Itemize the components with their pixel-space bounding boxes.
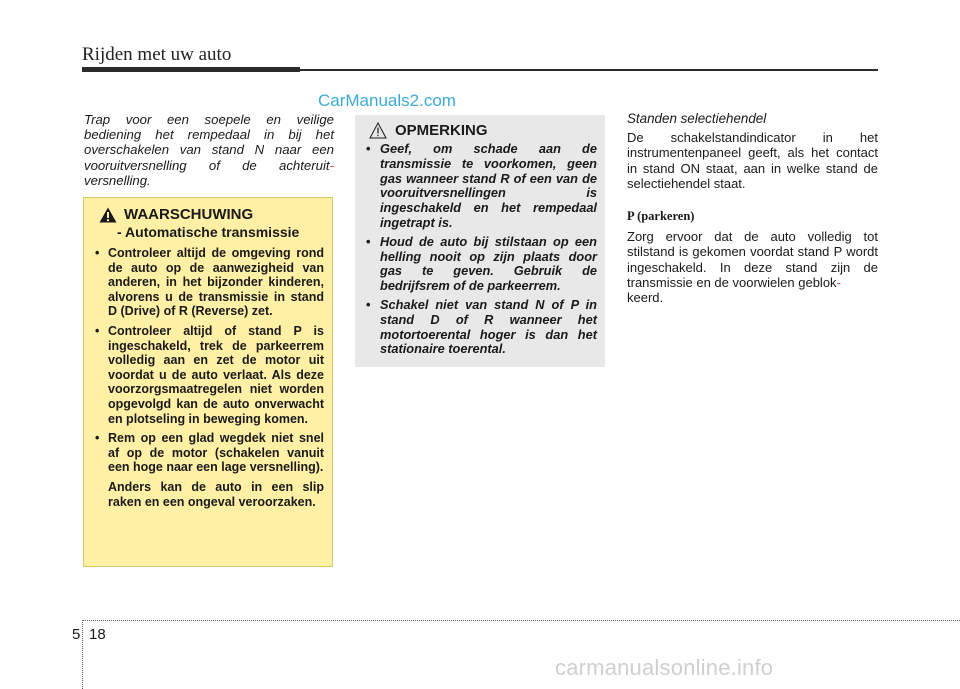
header-rule-thin <box>300 69 878 71</box>
warning-subtitle: - Automatische transmissie <box>117 224 300 240</box>
page-number: 18 <box>89 626 106 643</box>
caution-triangle-icon <box>369 122 387 139</box>
note-box <box>355 115 605 367</box>
park-hyphen: - <box>836 275 841 291</box>
note-title: OPMERKING <box>395 122 488 139</box>
right-column <box>627 111 878 306</box>
intro-paragraph <box>84 112 334 188</box>
intro-hyphen: - <box>329 157 334 173</box>
selector-description: De schakelstandindicator in het instrumentenpaneel geeft, als het contact in stand ON staat, aan in welke stand de selectiehendel staat. <box>627 130 878 191</box>
park-text: Zorg ervoor dat de auto volledig tot stilstand is gekomen voordat stand P wordt ingeschakeld. In deze stand zijn de transmissie en de voorwielen geblok <box>627 229 878 291</box>
footer-vertical-rule <box>82 620 84 689</box>
intro-text: Trap voor een soepele en veilige bediening het rempedaal in bij het overschakelen van stand N naar een vooruitversnelling of de achteruit <box>84 112 334 173</box>
note-list <box>364 142 597 357</box>
note-header <box>369 122 597 139</box>
warning-extra: Anders kan de auto in een slip raken en een ongeval veroorzaken. <box>108 479 324 509</box>
note-item: • Geef, om schade aan de transmissie te voorkomen, geen gas wanneer stand R of een van de vooruitversnellingen is ingeschakeld en het rempedaal ingetrapt is. <box>364 142 597 231</box>
warning-item: • Controleer altijd of stand P is ingeschakeld, trek de parkeerrem volledig aan en zet de motor uit voordat u de auto verlaat. Als deze voorzorgsmaatregelen niet worden opgevolgd kan de auto onverwacht en plotseling in beweging komen. <box>93 324 324 426</box>
chapter-number: 5 <box>72 626 81 643</box>
park-text-end: keerd. <box>627 290 664 306</box>
warning-box <box>83 197 333 567</box>
header-rule-thick <box>82 67 300 72</box>
park-subheading: P (parkeren) <box>627 209 695 224</box>
note-item: • Houd de auto bij stilstaan op een helling nooit op zijn plaats door gas te geven. Gebruik de bedrijfsrem of de parkeerrem. <box>364 235 597 294</box>
footer-rule <box>82 620 960 621</box>
warning-header <box>99 206 324 223</box>
page-header-title: Rijden met uw auto <box>82 44 232 65</box>
intro-end: versnelling. <box>84 172 151 188</box>
watermark-bottom[interactable]: carmanualsonline.info <box>555 655 774 680</box>
park-description <box>627 229 878 305</box>
warning-item: • Controleer altijd de omgeving rond de auto op de aanwezigheid van anderen, in het bijzonder kinderen, alvorens u de transmissie in stand D (Drive) of R (Reverse) zet. <box>93 246 324 319</box>
watermark-top[interactable]: CarManuals2.com <box>318 91 456 110</box>
note-item: • Schakel niet van stand N of P in stand D of R wanneer het motortoerental hoger is dan het stationaire toerental. <box>364 298 597 357</box>
warning-list <box>93 246 324 475</box>
warning-item: • Rem op een glad wegdek niet snel af op de motor (schakelen vanuit een hoge naar een lage versnelling). <box>93 431 324 475</box>
warning-triangle-icon <box>99 207 117 223</box>
warning-title: WAARSCHUWING <box>124 206 254 223</box>
section-title: Standen selectiehendel <box>627 111 767 126</box>
